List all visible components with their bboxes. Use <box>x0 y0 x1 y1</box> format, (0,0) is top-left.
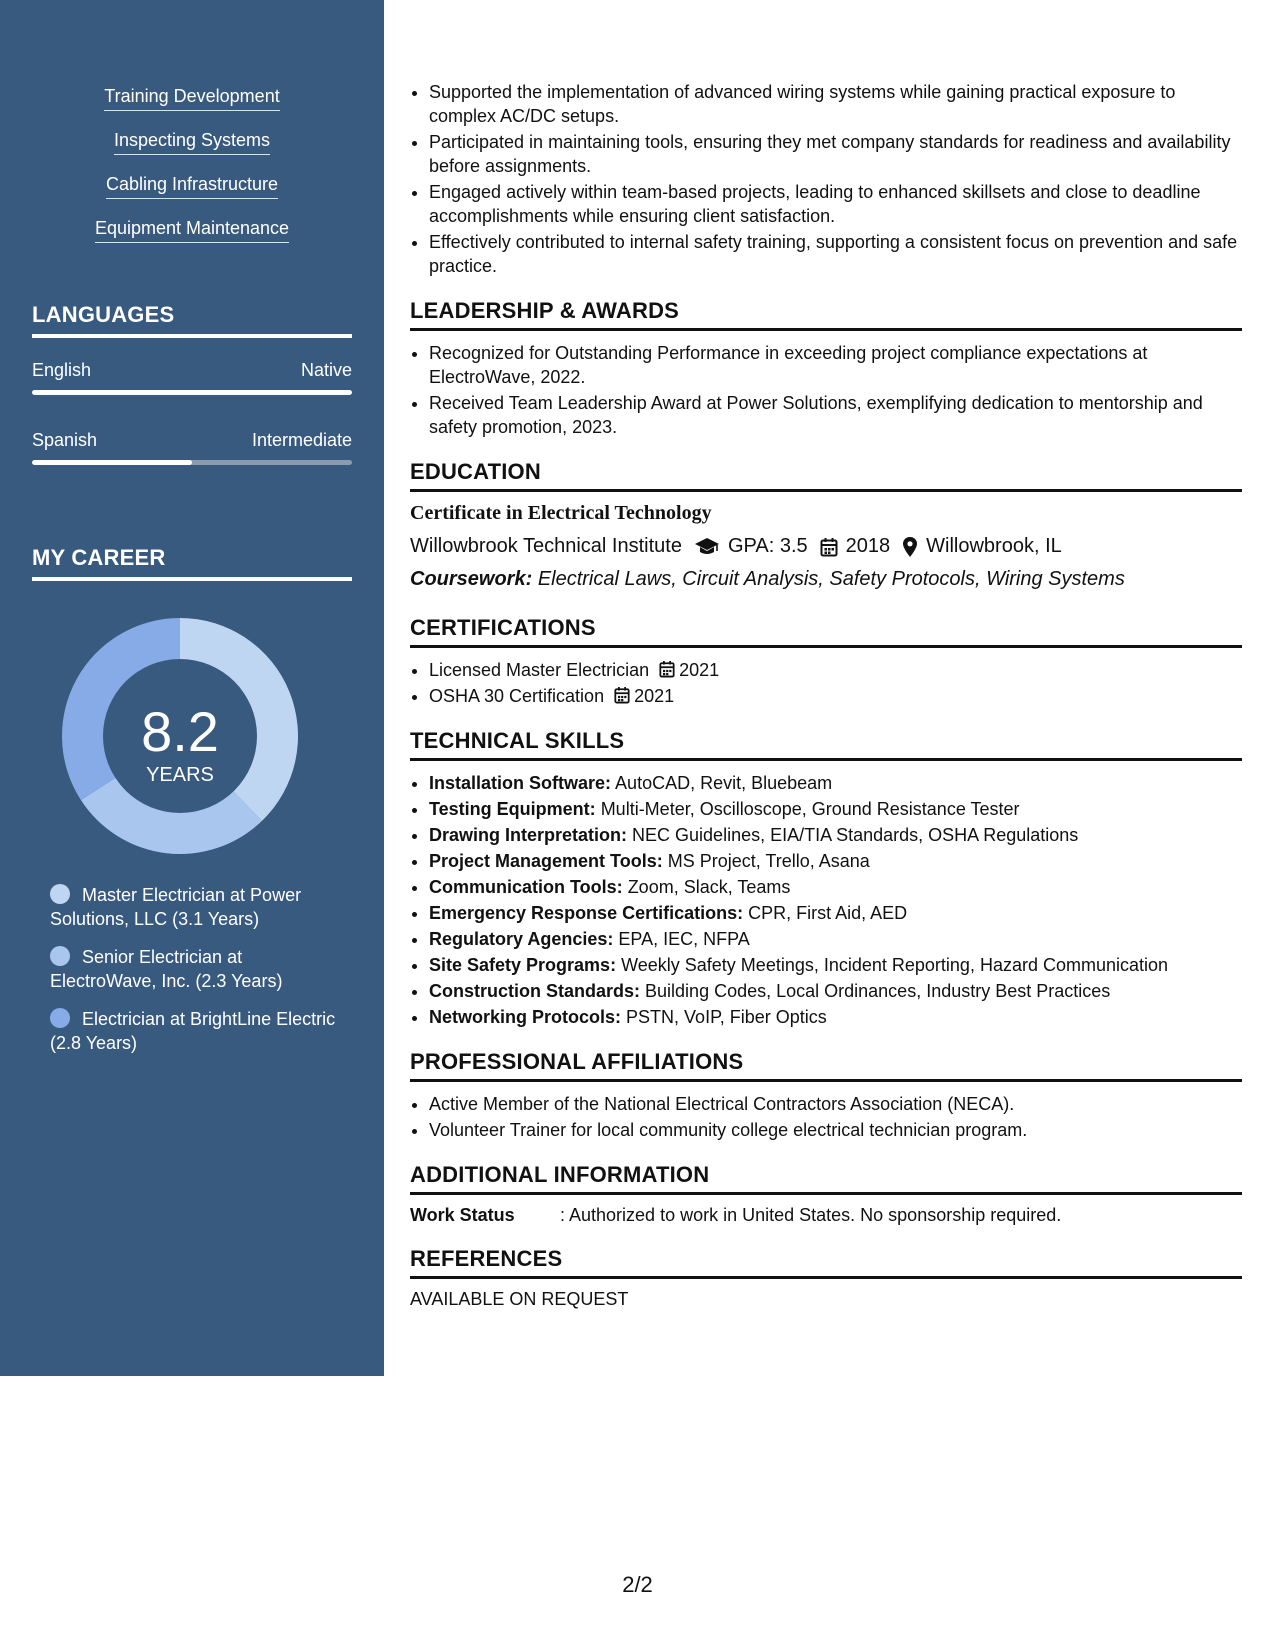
affiliations-heading: PROFESSIONAL AFFILIATIONS <box>410 1049 1242 1082</box>
career-item <box>50 883 350 931</box>
career-donut-chart <box>62 618 298 854</box>
list-item <box>429 979 1242 1003</box>
coursework-value: Electrical Laws, Circuit Analysis, Safety Protocols, Wiring Systems <box>537 568 1125 590</box>
experience-bullets <box>410 80 1242 278</box>
career-item-text: Master Electrician at Power Solutions, LLC (3.1 Years) <box>50 885 302 929</box>
education-gpa: GPA: 3.5 <box>727 535 808 557</box>
skill-tags <box>0 86 384 262</box>
career-list <box>50 883 350 1069</box>
leadership-list <box>410 341 1242 439</box>
calendar-icon <box>659 660 675 678</box>
skill-tag: Cabling Infrastructure <box>106 174 278 199</box>
list-item: • Supported the implementation of advanced wiring systems while gaining practical exposure to complex AC/DC setups. <box>429 80 1242 128</box>
certification-year: 2021 <box>634 686 675 706</box>
main-content <box>410 80 1242 1310</box>
list-item <box>429 771 1242 795</box>
career-item <box>50 945 350 993</box>
language-level: Intermediate <box>251 430 352 450</box>
skill-value: PSTN, VoIP, Fiber Optics <box>626 1007 827 1027</box>
list-item <box>429 901 1242 925</box>
list-item <box>429 849 1242 873</box>
location-pin-icon <box>902 536 918 558</box>
leadership-heading: LEADERSHIP & AWARDS <box>410 298 1242 331</box>
skill-label: Testing Equipment: <box>429 799 596 819</box>
technical-skills-list <box>410 771 1242 1029</box>
skill-value: Zoom, Slack, Teams <box>627 877 791 897</box>
languages-heading: LANGUAGES <box>32 302 352 338</box>
career-total-value: 8.2 <box>141 700 219 763</box>
skill-label: Project Management Tools: <box>429 851 663 871</box>
coursework-label: Coursework: <box>410 568 533 590</box>
work-status-label: Work Status <box>410 1205 515 1225</box>
certification-name: OSHA 30 Certification <box>429 686 605 706</box>
language-level: Native <box>300 360 352 380</box>
skill-value: AutoCAD, Revit, Bluebeam <box>615 773 833 793</box>
career-dot <box>50 946 70 966</box>
list-item: • Received Team Leadership Award at Power Solutions, exemplifying dedication to mentorship and safety promotion, 2023. <box>429 391 1242 439</box>
work-status-value: : Authorized to work in United States. No sponsorship required. <box>560 1205 1062 1225</box>
technical-skills-heading: TECHNICAL SKILLS <box>410 728 1242 761</box>
skill-value: CPR, First Aid, AED <box>748 903 908 923</box>
language-name: Spanish <box>32 430 98 450</box>
career-dot <box>50 1008 70 1028</box>
sidebar <box>0 0 384 1376</box>
list-item <box>429 875 1242 899</box>
education-details <box>410 535 1242 558</box>
education-year: 2018 <box>845 535 891 557</box>
career-total-unit: YEARS <box>146 764 214 786</box>
skill-label: Drawing Interpretation: <box>429 825 628 845</box>
references-text: AVAILABLE ON REQUEST <box>410 1289 629 1309</box>
skill-label: Site Safety Programs: <box>429 955 617 975</box>
language-name: English <box>32 360 92 380</box>
certifications-heading: CERTIFICATIONS <box>410 615 1242 648</box>
work-status-row <box>410 1205 1242 1226</box>
list-item: • Engaged actively within team-based projects, leading to enhanced skillsets and close to deadline accomplishments while ensuring client satisfaction. <box>429 180 1242 228</box>
career-item <box>50 1007 350 1055</box>
certification-year: 2021 <box>679 660 720 680</box>
list-item <box>429 658 1242 682</box>
education-coursework <box>410 568 1242 591</box>
skill-label: Installation Software: <box>429 773 612 793</box>
list-item: • Volunteer Trainer for local community college electrical technician program. <box>429 1118 1242 1142</box>
list-item <box>429 684 1242 708</box>
skill-tag: Training Development <box>104 86 279 111</box>
skill-label: Construction Standards: <box>429 981 641 1001</box>
skill-label: Networking Protocols: <box>429 1007 622 1027</box>
education-degree: Certificate in Electrical Technology <box>410 502 712 524</box>
skill-value: Weekly Safety Meetings, Incident Reporting, Hazard Communication <box>621 955 1169 975</box>
page-number: 2/2 <box>622 1572 653 1597</box>
language-bar <box>32 390 352 395</box>
skill-value: Building Codes, Local Ordinances, Industry Best Practices <box>645 981 1111 1001</box>
language-bar-fill <box>32 390 352 395</box>
list-item <box>429 797 1242 821</box>
skill-value: NEC Guidelines, EIA/TIA Standards, OSHA Regulations <box>632 825 1079 845</box>
list-item: • Recognized for Outstanding Performance in exceeding project compliance expectations at ElectroWave, 2022. <box>429 341 1242 389</box>
list-item <box>429 953 1242 977</box>
skill-tag: Equipment Maintenance <box>95 218 289 243</box>
career-item-text: Senior Electrician at ElectroWave, Inc. (2.3 Years) <box>50 947 283 991</box>
list-item: • Participated in maintaining tools, ensuring they met company standards for readiness and availability before assignments. <box>429 130 1242 178</box>
language-bar <box>32 460 352 465</box>
list-item: • Effectively contributed to internal safety training, supporting a consistent focus on prevention and safe practice. <box>429 230 1242 278</box>
affiliations-list <box>410 1092 1242 1142</box>
certification-name: Licensed Master Electrician <box>429 660 650 680</box>
references-heading: REFERENCES <box>410 1246 1242 1279</box>
calendar-icon <box>820 537 838 557</box>
additional-info-heading: ADDITIONAL INFORMATION <box>410 1162 1242 1195</box>
skill-value: MS Project, Trello, Asana <box>667 851 870 871</box>
skill-label: Regulatory Agencies: <box>429 929 614 949</box>
calendar-icon <box>614 686 630 704</box>
list-item <box>429 927 1242 951</box>
language-bar-fill <box>32 460 192 465</box>
list-item <box>429 1005 1242 1029</box>
career-heading: MY CAREER <box>32 545 352 581</box>
skill-tag: Inspecting Systems <box>114 130 270 155</box>
skill-value: Multi-Meter, Oscilloscope, Ground Resistance Tester <box>600 799 1020 819</box>
career-dot <box>50 884 70 904</box>
skill-value: EPA, IEC, NFPA <box>618 929 750 949</box>
list-item <box>429 823 1242 847</box>
education-heading: EDUCATION <box>410 459 1242 492</box>
career-item-text: Electrician at BrightLine Electric (2.8 Years) <box>50 1009 336 1053</box>
education-location: Willowbrook, IL <box>926 535 1062 557</box>
certifications-list <box>410 658 1242 708</box>
skill-label: Communication Tools: <box>429 877 623 897</box>
list-item: • Active Member of the National Electrical Contractors Association (NECA). <box>429 1092 1242 1116</box>
education-school: Willowbrook Technical Institute <box>410 535 682 557</box>
graduation-cap-icon <box>694 537 720 557</box>
skill-label: Emergency Response Certifications: <box>429 903 744 923</box>
